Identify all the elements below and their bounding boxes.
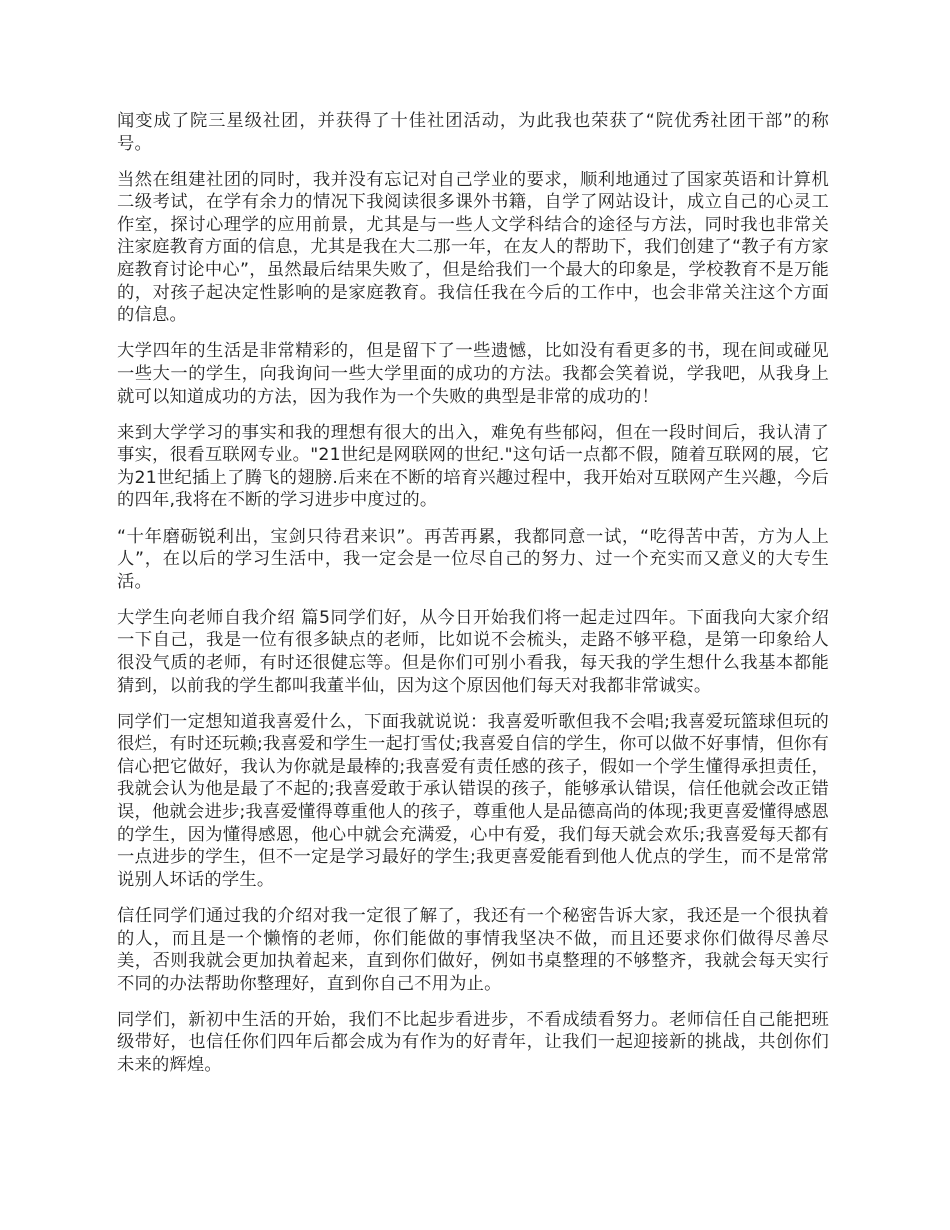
paragraph-9: 同学们，新初中生活的开始，我们不比起步看进步，不看成绩看努力。老师信任自己能把班级带好，也信任你们四年后都会成为有作为的好青年，让我们一起迎接新的挑战，共创你们未来的辉煌。 <box>117 1009 829 1075</box>
paragraph-1: 闻变成了院三星级社团，并获得了十佳社团活动，为此我也荣获了“院优秀社团干部”的称号。 <box>117 111 829 154</box>
paragraph-3: 大学四年的生活是非常精彩的，但是留下了一些遗憾，比如没有看更多的书，现在间或碰见一些大一的学生，向我询问一些大学里面的成功的方法。我都会笑着说，学我吧，从我身上就可以知道成功的方法，因为我作为一个失败的典型是非常的成功的！ <box>117 341 829 407</box>
paragraph-5: “十年磨砺锐利出，宝剑只待君来识”。再苦再累，我都同意一试，“吃得苦中苦，方为人上人”，在以后的学习生活中，我一定会是一位尽自己的努力、过一个充实而又意义的大专生活。 <box>117 526 829 592</box>
paragraph-2: 当然在组建社团的同时，我并没有忘记对自己学业的要求，顺利地通过了国家英语和计算机二级考试，在学有余力的情况下我阅读很多课外书籍，自学了网站设计，成立自己的心灵工作室，探讨心理学的应用前景，尤其是与一些人文学科结合的途径与方法，同时我也非常关注家庭教育方面的信息，尤其是我在大二那一年，在友人的帮助下，我们创建了“教子有方家庭教育讨论中心”，虽然最后结果失败了，但是给我们一个最大的印象是，学校教育不是万能的，对孩子起决定性影响的是家庭教育。我信任我在今后的工作中，也会非常关注这个方面的信息。 <box>117 169 829 326</box>
paragraph-7: 同学们一定想知道我喜爱什么，下面我就说说：我喜爱听歌但我不会唱;我喜爱玩篮球但玩的很烂，有时还玩赖;我喜爱和学生一起打雪仗;我喜爱自信的学生，你可以做不好事情，但你有信心把它做好，我认为你就是最棒的;我喜爱有责任感的孩子，假如一个学生懂得承担责任，我就会认为他是最了不起的;我喜爱敢于承认错误的孩子，能够承认错误，信任他就会改正错误，他就会进步;我喜爱懂得尊重他人的孩子，尊重他人是品德高尚的体现;我更喜爱懂得感恩的学生，因为懂得感恩，他心中就会充满爱，心中有爱，我们每天就会欢乐;我喜爱每天都有一点进步的学生，但不一定是学习最好的学生;我更喜爱能看到他人优点的学生，而不是常常说别人坏话的学生。 <box>117 711 829 890</box>
paragraph-4: 来到大学学习的事实和我的理想有很大的出入，难免有些郁闷，但在一段时间后，我认清了事实，很看互联网专业。"21世纪是网联网的世纪."这句话一点都不假，随着互联网的展，它为21世纪插上了腾飞的翅膀.后来在不断的培育兴趣过程中，我开始对互联网产生兴趣，今后的四年,我将在不断的学习进步中度过的。 <box>117 422 829 511</box>
paragraph-6: 大学生向老师自我介绍 篇5同学们好，从今日开始我们将一起走过四年。下面我向大家介绍一下自己，我是一位有很多缺点的老师，比如说不会梳头，走路不够平稳，是第一印象给人很没气质的老师，有时还很健忘等。但是你们可别小看我，每天我的学生想什么我基本都能猜到，以前我的学生都叫我董半仙，因为这个原因他们每天对我都非常诚实。 <box>117 607 829 696</box>
document-page <box>117 110 829 1090</box>
paragraph-8: 信任同学们通过我的介绍对我一定很了解了，我还有一个秘密告诉大家，我还是一个很执着的人，而且是一个懒惰的老师，你们能做的事情我坚决不做，而且还要求你们做得尽善尽美，否则我就会更加执着起来，直到你们做好，例如书桌整理的不够整齐，我就会每天实行不同的办法帮助你整理好，直到你自己不用为止。 <box>117 905 829 994</box>
